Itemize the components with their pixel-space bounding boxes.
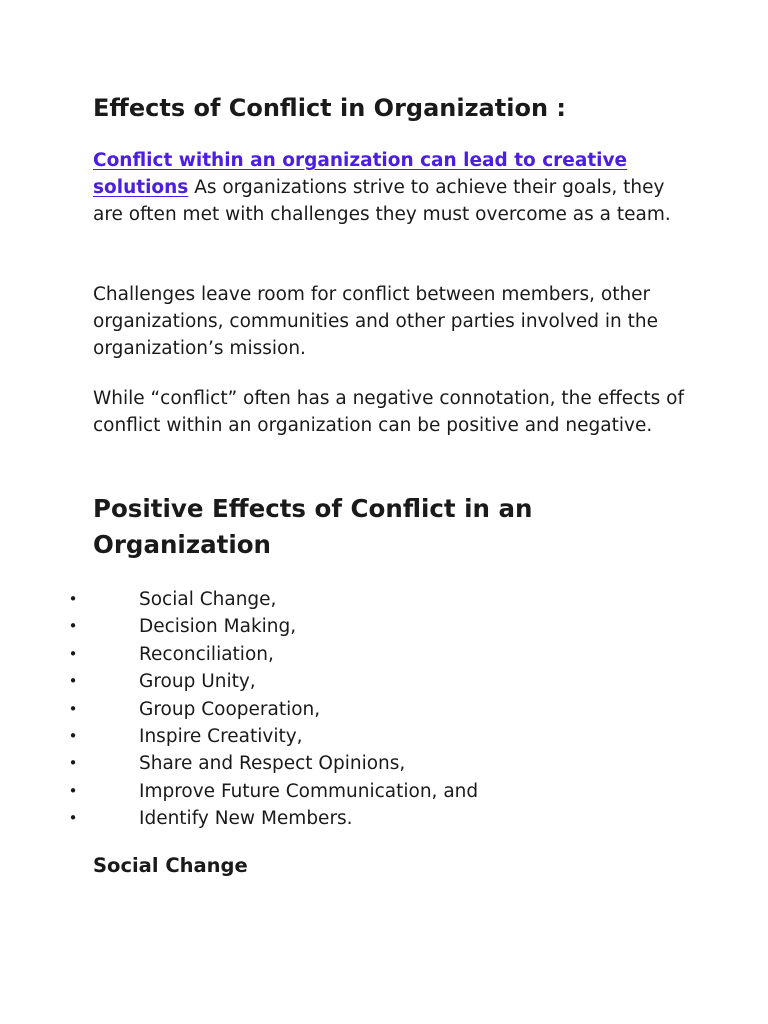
list-item-text: Identify New Members. bbox=[139, 808, 353, 830]
connotation-paragraph: While “conflict” often has a negative connotation, the effects of conflict within an organization can be positive and negative. bbox=[93, 388, 684, 436]
page-title: Effects of Conflict in Organization : bbox=[93, 94, 566, 122]
list-item-text: Inspire Creativity, bbox=[139, 725, 303, 747]
bullet-icon: • bbox=[68, 726, 78, 745]
list-item-text: Decision Making, bbox=[139, 616, 297, 638]
list-item-text: Group Cooperation, bbox=[139, 698, 321, 720]
bullet-icon: • bbox=[68, 617, 78, 636]
list-item-text: Group Unity, bbox=[139, 671, 256, 693]
list-item-text: Improve Future Communication, and bbox=[139, 780, 479, 802]
list-item-text: Share and Respect Opinions, bbox=[139, 753, 406, 775]
intro-paragraph-text: As organizations strive to achieve their goals, they are often met with challenges they must overcome as a team. bbox=[93, 177, 671, 225]
challenges-paragraph: Challenges leave room for conflict between members, other organizations, communities and other parties involved in the organization’s mission. bbox=[93, 284, 659, 359]
bullet-icon: • bbox=[68, 672, 78, 691]
bullet-icon: • bbox=[68, 809, 78, 828]
social-change-heading: Social Change bbox=[93, 854, 248, 877]
list-item-text: Social Change, bbox=[139, 589, 277, 610]
bullet-icon: • bbox=[68, 590, 78, 608]
positive-effects-heading: Positive Effects of Conflict in an Organization bbox=[93, 494, 533, 559]
bullet-icon: • bbox=[68, 754, 78, 773]
bullet-icon: • bbox=[68, 699, 78, 718]
creative-solutions-link[interactable]: Conflict within an organization can lead to creative solutions bbox=[93, 150, 628, 198]
bullet-icon: • bbox=[68, 781, 78, 800]
intro-paragraph bbox=[93, 147, 693, 228]
list-item-text: Reconciliation, bbox=[139, 643, 274, 665]
bullet-icon: • bbox=[68, 644, 78, 663]
